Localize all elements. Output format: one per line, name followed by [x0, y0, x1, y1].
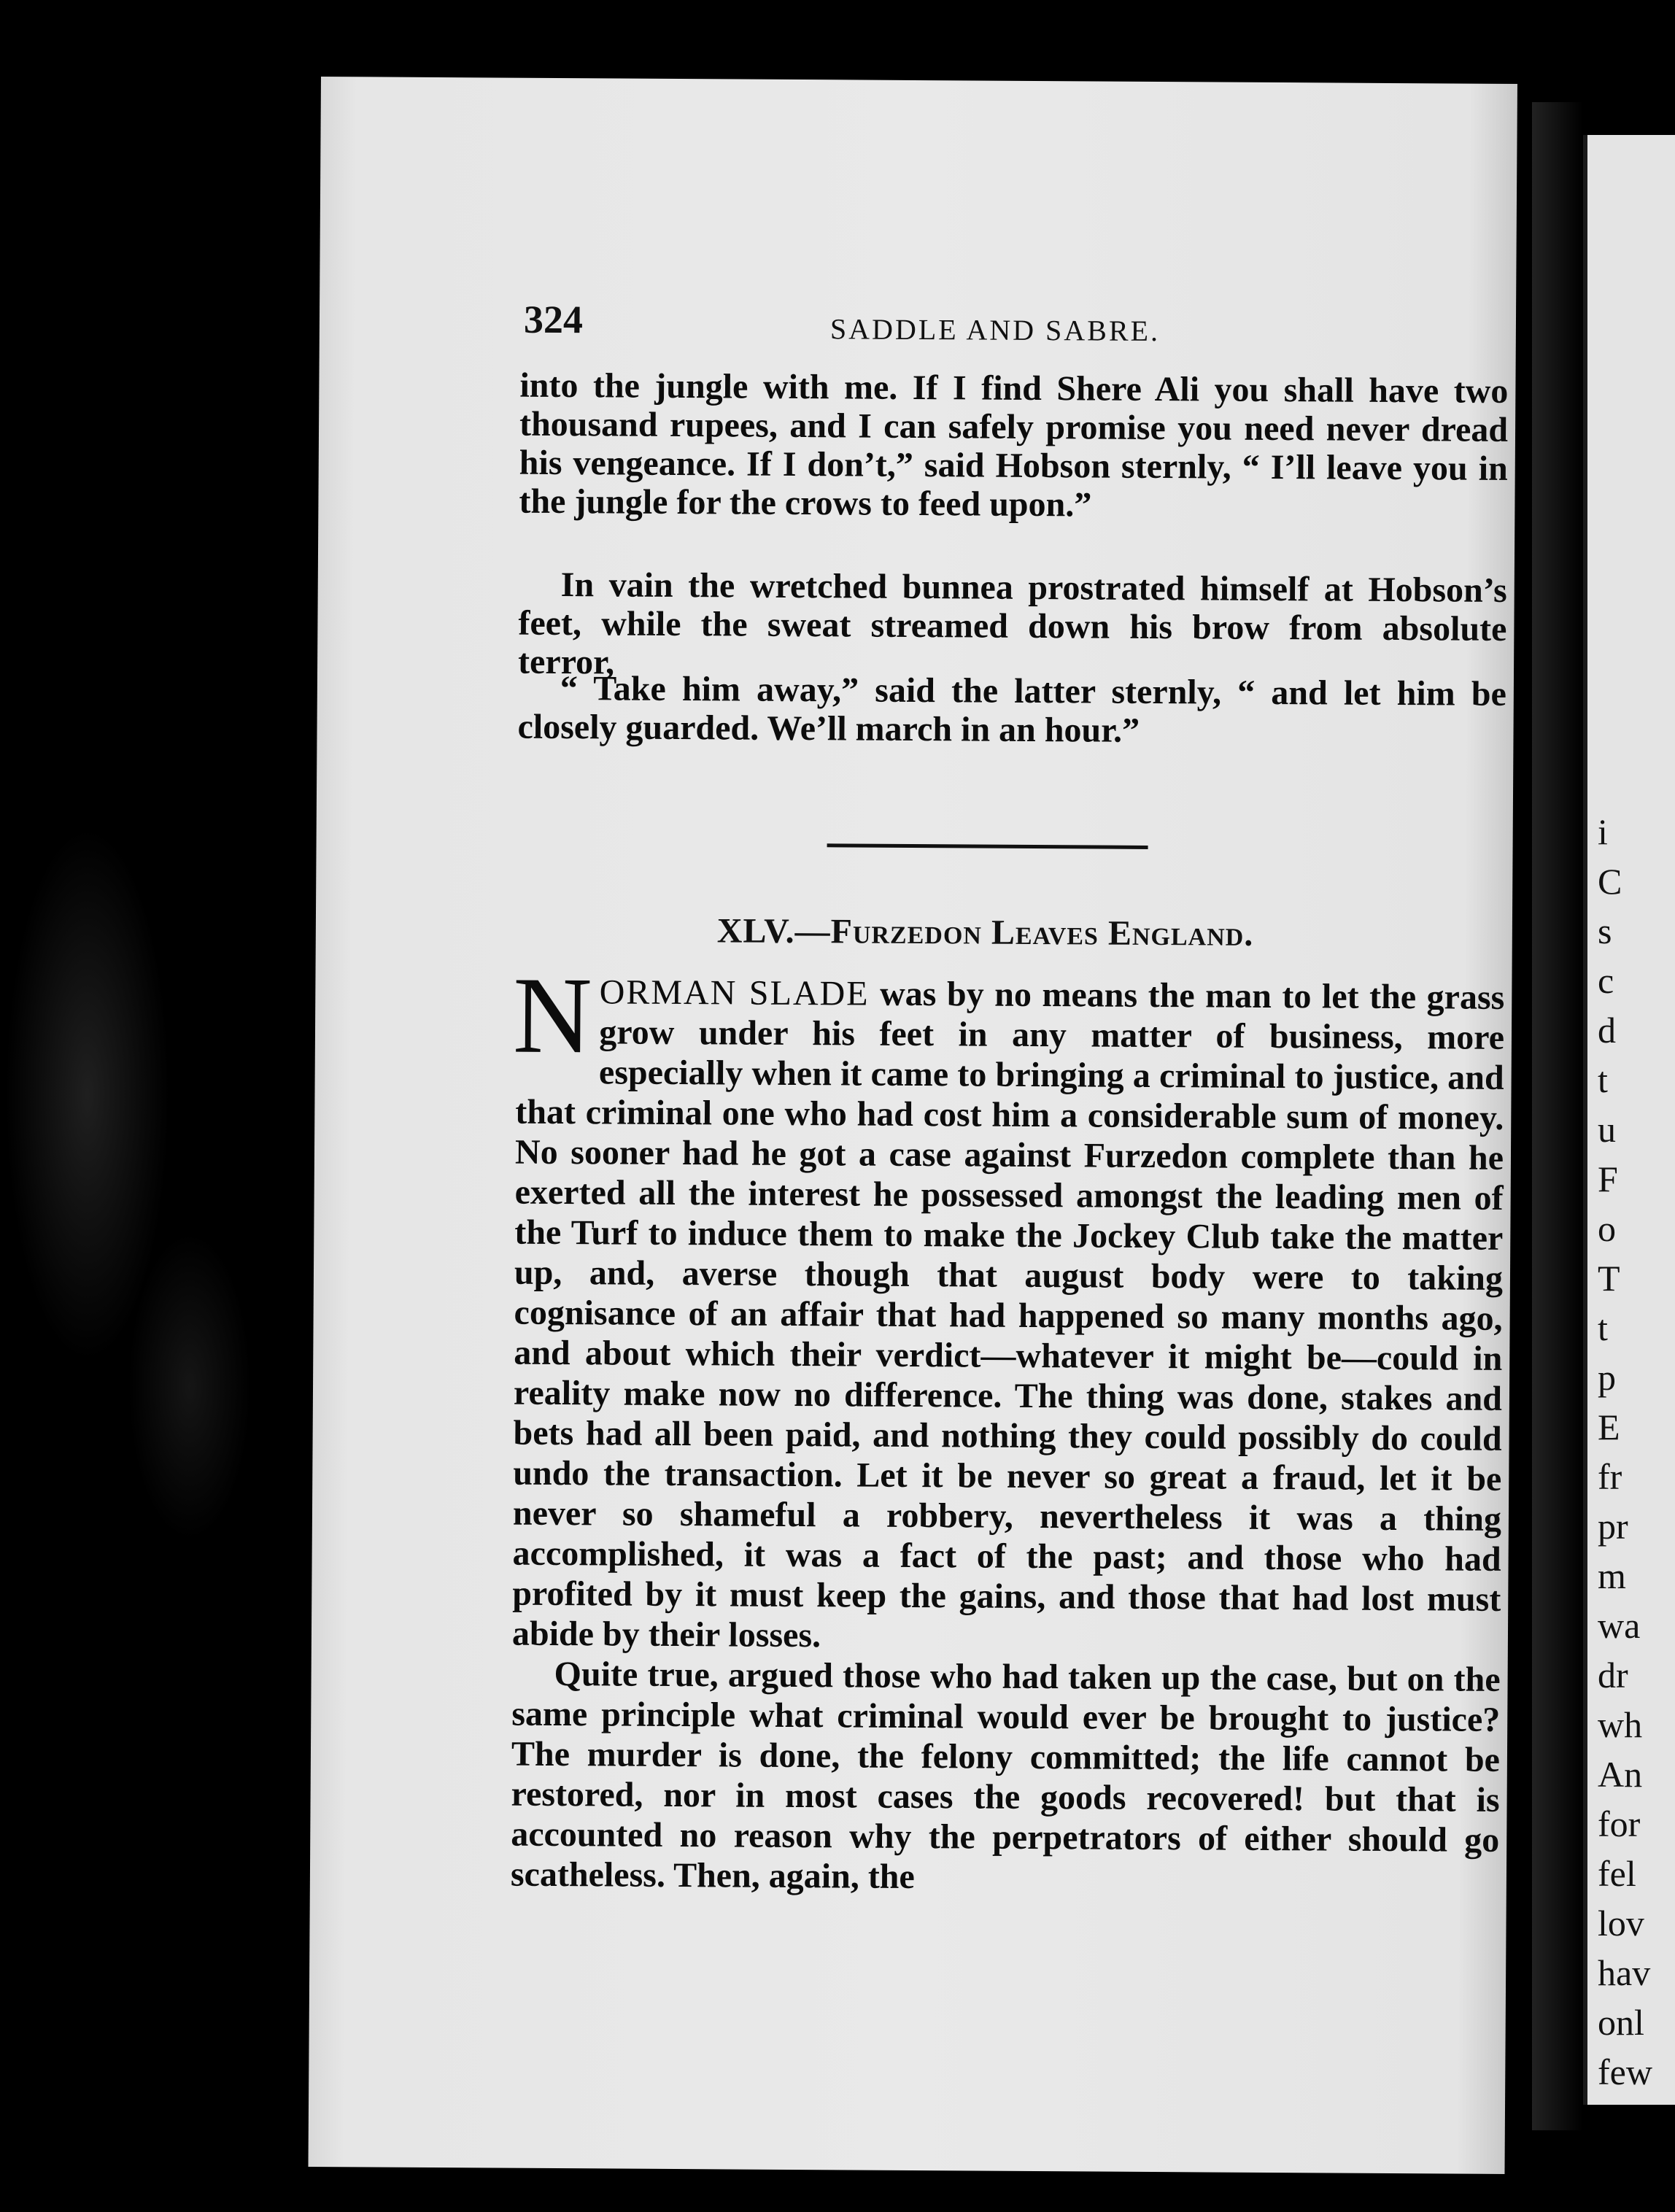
paragraph	[517, 669, 1506, 752]
facing-page-fragment: for	[1598, 1803, 1641, 1844]
facing-page-fragment: m	[1598, 1555, 1626, 1596]
facing-page-fragment: i	[1598, 811, 1608, 852]
chapter-number: XLV.—	[716, 911, 831, 951]
facing-page-fragment: u	[1598, 1109, 1616, 1150]
facing-page-fragment: few	[1598, 2051, 1652, 2092]
facing-page-fragment: hav	[1598, 1952, 1651, 1993]
facing-page-fragment: T	[1598, 1258, 1620, 1299]
facing-page-fragment: p	[1598, 1357, 1616, 1398]
paragraph-continued	[519, 366, 1508, 527]
paragraph-text: In vain the wretched bunnea prostrated himself at Hobson’s feet, while the sweat streamed down his brow from absolute terror,	[517, 565, 1507, 682]
book-page	[308, 77, 1517, 2174]
page-header	[524, 297, 1545, 362]
facing-page-fragment: s	[1598, 910, 1612, 951]
facing-page-fragment: o	[1598, 1208, 1616, 1249]
facing-page-fragment: d	[1598, 1010, 1616, 1051]
facing-page-fragment: wh	[1598, 1704, 1643, 1745]
facing-page-fragment: dr	[1598, 1655, 1628, 1695]
paragraph-text: “ Take him away,” said the latter sternly, “ and let him be closely guarded. We’ll march in an hour.”	[517, 669, 1507, 750]
paragraph-text: into the jungle with me. If I find Shere Ali you shall have two thousand rupees, and I can safely promise you need never dread his vengeance. If I don’t,” said Hobson sternly, “ I’ll leave you in the jungle for the crows to feed upon.”	[519, 366, 1509, 525]
paragraph	[518, 565, 1507, 687]
facing-page-fragment: fr	[1598, 1456, 1622, 1497]
page-number: 324	[523, 297, 584, 342]
facing-page-edge	[1583, 135, 1675, 2105]
facing-page-fragment: onl	[1598, 2002, 1644, 2043]
paragraph-text: was by no means the man to let the grass grow under his feet in any matter of business, more especially when it came to bringing a criminal to justice, and that criminal one who had cost him a considerable sum of money. No sooner had he got a case against Furzedon complete than he exerted all the interest he possessed amongst the leading men of the Turf to induce them to make the Jockey Club take the matter up, and, averse though that august body were to taking cognisance of an affair that had happened so many months ago, and about which their verdict—whatever it might be—could in reality make now no difference. The thing was done, stakes and bets had all been paid, and nothing they could possibly do could undo the transaction. Let it be never so great a fraud, let it be never so shameful a robbery, nevertheless it was a thing accomplished, it was a fact of the past; and those who had profited by it must keep the gains, and those that had lost must abide by their losses.	[511, 974, 1505, 1655]
facing-page-fragment: lov	[1598, 1903, 1644, 1944]
facing-page-fragment: An	[1598, 1754, 1643, 1795]
facing-page-fragment: F	[1598, 1159, 1618, 1199]
lead-words: ORMAN SLADE	[599, 972, 870, 1013]
facing-page-fragment: c	[1598, 960, 1614, 1001]
book-spine-shadow	[1532, 102, 1583, 2130]
facing-page-fragment: wa	[1598, 1605, 1641, 1646]
facing-page-fragment: pr	[1598, 1506, 1628, 1547]
chapter-title: Furzedon Leaves England.	[830, 912, 1254, 954]
running-title: SADDLE AND SABRE.	[829, 312, 1161, 348]
facing-page-fragment: fel	[1598, 1853, 1636, 1894]
facing-page-fragment: E	[1598, 1407, 1620, 1447]
section-divider	[827, 843, 1148, 849]
chapter-body	[510, 954, 1505, 1900]
chapter-second-paragraph: Quite true, argued those who had taken up the case, but on the same principle what criminal would ever be brought to justice? The murder is done, the felony committed; the life cannot be restored, nor in most cases the goods recovered! but that is accounted no reason why the perpetrators of either should go scatheless. Then, again, the	[510, 1654, 1501, 1897]
scan-background-noise	[0, 0, 321, 2212]
facing-page-fragment: C	[1598, 861, 1622, 902]
chapter-first-paragraph	[511, 954, 1505, 1660]
facing-page-fragment: t	[1598, 1307, 1608, 1348]
drop-cap: N	[512, 954, 592, 1077]
chapter-heading	[717, 910, 1254, 954]
facing-page-fragment: t	[1598, 1059, 1608, 1100]
